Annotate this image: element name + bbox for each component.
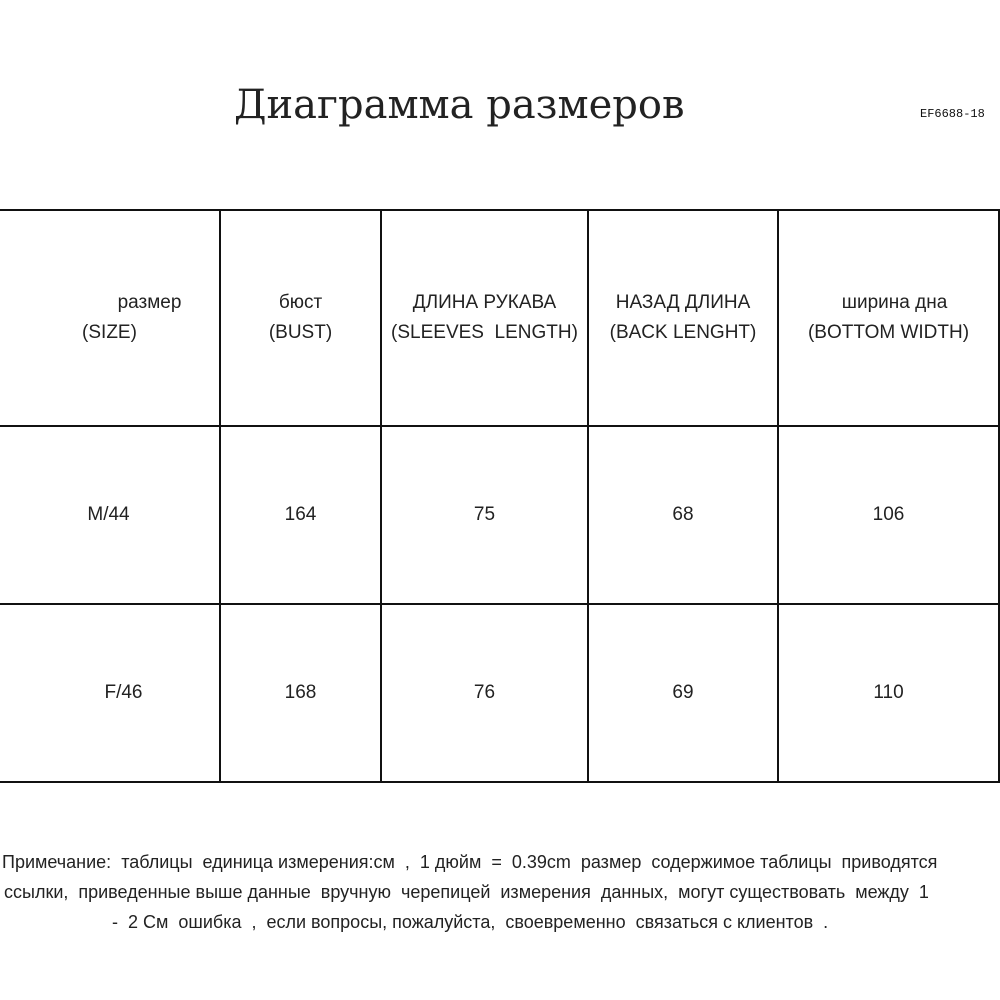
cell-text: 75 bbox=[473, 504, 496, 525]
header-cell-bottom-width bbox=[779, 211, 998, 425]
note-line: Примечание: таблицы единица измерения:см , 1 дюйм = 0.39cm размер содержимое таблицы приводятся bbox=[2, 852, 938, 872]
page-title: Диаграмма размеров bbox=[234, 82, 685, 128]
table-cell-bust bbox=[221, 427, 380, 603]
header-sleeves-en: (SLEEVES LENGTH) bbox=[391, 322, 578, 343]
table-cell-back-length bbox=[589, 427, 777, 603]
header-cell-back-length bbox=[589, 211, 777, 425]
header-cell-size bbox=[0, 211, 219, 425]
header-bottom-en: (BOTTOM WIDTH) bbox=[807, 322, 970, 343]
header-cell-bust bbox=[221, 211, 380, 425]
header-size-en: (SIZE) bbox=[82, 322, 137, 343]
table-cell-sleeves bbox=[382, 427, 587, 603]
cell-text: 164 bbox=[284, 504, 317, 525]
note-line: ссылки, приведенные выше данные вручную черепицей измерения данных, могут существовать между 1 bbox=[4, 882, 929, 902]
table-cell-sleeves bbox=[382, 605, 587, 781]
table-bottom-border bbox=[0, 781, 1000, 783]
header-back-ru: НАЗАД ДЛИНА bbox=[615, 292, 751, 313]
product-code: EF6688-18 bbox=[920, 107, 985, 121]
header-bust-ru: бюст bbox=[278, 292, 323, 313]
header-back-en: (BACK LENGHT) bbox=[609, 322, 757, 343]
note-line: - 2 См ошибка , если вопросы, пожалуйста, своевременно связаться с клиентов . bbox=[112, 912, 829, 932]
cell-text: 76 bbox=[473, 682, 496, 703]
note-paragraph bbox=[0, 847, 1000, 937]
header-bust-en: (BUST) bbox=[268, 322, 333, 343]
header-cell-sleeves bbox=[382, 211, 587, 425]
cell-text: M/44 bbox=[87, 504, 130, 525]
table-cell-back-length bbox=[589, 605, 777, 781]
cell-text: 69 bbox=[672, 682, 694, 703]
cell-text: 106 bbox=[872, 504, 905, 525]
table-cell-bottom-width bbox=[779, 605, 998, 781]
table-cell-size bbox=[0, 605, 219, 781]
table-cell-bust bbox=[221, 605, 380, 781]
cell-text: 110 bbox=[873, 682, 904, 703]
table-cell-size bbox=[0, 427, 219, 603]
cell-text: F/46 bbox=[104, 682, 143, 703]
table-cell-bottom-width bbox=[779, 427, 998, 603]
cell-text: 168 bbox=[284, 682, 317, 703]
header-bottom-ru: ширина дна bbox=[841, 292, 948, 313]
header-size-ru: размер bbox=[117, 292, 182, 313]
cell-text: 68 bbox=[672, 504, 694, 525]
header-sleeves-ru: ДЛИНА РУКАВА bbox=[412, 292, 557, 313]
